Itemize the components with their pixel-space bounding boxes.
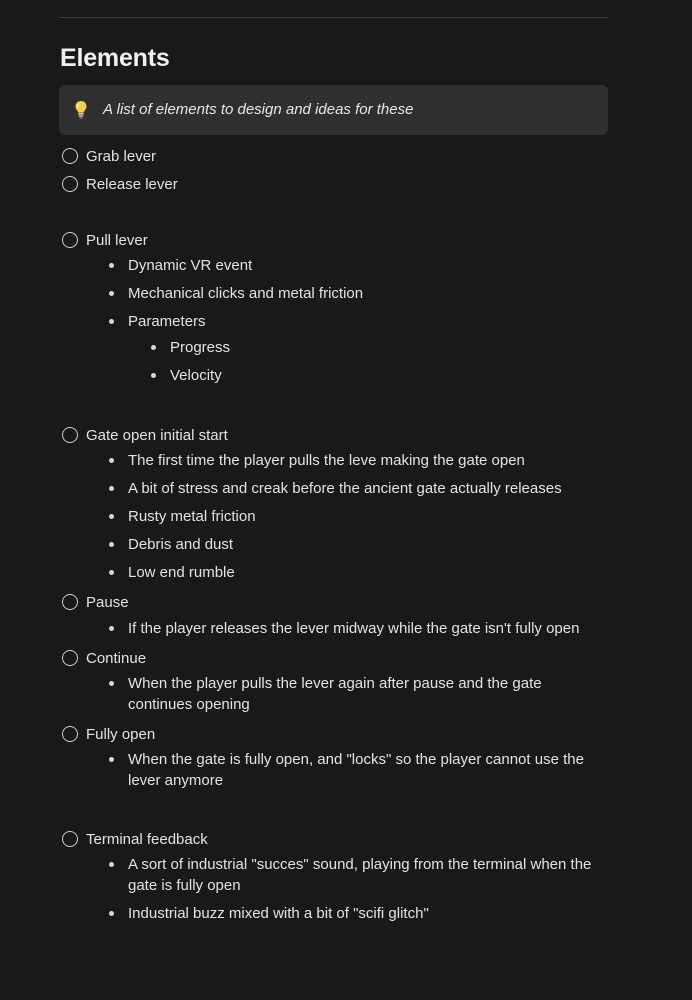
bullet-text: A sort of industrial "succes" sound, playing from the terminal when the gate is fully open	[128, 856, 592, 894]
bullet-dot	[109, 319, 114, 324]
todo-label: Release lever	[86, 176, 178, 193]
bullet-item	[109, 562, 608, 583]
todo-item	[62, 725, 602, 744]
bullet-item	[109, 478, 608, 499]
bullet-item	[109, 618, 608, 639]
sub-bullet-item	[151, 365, 591, 386]
bullet-text: Progress	[170, 339, 231, 356]
page-title: Elements	[60, 44, 170, 72]
bullet-item	[109, 506, 608, 527]
bullet-text: When the player pulls the lever again after pause and the gate continues opening	[128, 675, 542, 713]
bullet-dot	[109, 911, 114, 916]
bullet-dot	[109, 263, 114, 268]
todo-checkbox[interactable]	[62, 594, 78, 610]
callout-text: A list of elements to design and ideas for these	[103, 101, 414, 118]
top-divider	[59, 17, 608, 18]
bullet-item	[109, 283, 608, 304]
todo-item	[62, 231, 602, 250]
todo-checkbox[interactable]	[62, 427, 78, 443]
bullet-dot	[109, 291, 114, 296]
bullet-text: Dynamic VR event	[128, 257, 253, 274]
todo-label: Pause	[86, 594, 129, 611]
todo-checkbox[interactable]	[62, 232, 78, 248]
bullet-text: A bit of stress and creak before the ancient gate actually releases	[128, 480, 562, 497]
todo-item	[62, 175, 602, 194]
bullet-text: Mechanical clicks and metal friction	[128, 285, 364, 302]
bullet-text: Low end rumble	[128, 564, 235, 581]
bullet-item	[109, 673, 608, 715]
todo-label: Continue	[86, 650, 147, 667]
bullet-dot	[109, 570, 114, 575]
bullet-dot	[151, 373, 156, 378]
bullet-dot	[109, 862, 114, 867]
bullet-item	[109, 854, 608, 896]
bullet-item	[109, 903, 608, 924]
bullet-text: Velocity	[170, 367, 222, 384]
bullet-item	[109, 534, 608, 555]
sub-bullet-item	[151, 337, 591, 358]
bullet-dot	[109, 681, 114, 686]
todo-checkbox[interactable]	[62, 831, 78, 847]
todo-label: Fully open	[86, 726, 156, 743]
bullet-item	[109, 255, 608, 276]
bullet-dot	[109, 542, 114, 547]
bullet-text: The first time the player pulls the leve making the gate open	[128, 452, 525, 469]
bullet-text: When the gate is fully open, and "locks" so the player cannot use the lever anymore	[128, 751, 584, 789]
lightbulb-icon	[74, 100, 88, 120]
bullet-dot	[109, 626, 114, 631]
todo-item	[62, 593, 602, 612]
bullet-dot	[109, 757, 114, 762]
bullet-text: Industrial buzz mixed with a bit of "scifi glitch"	[128, 905, 429, 922]
bullet-text: If the player releases the lever midway while the gate isn't fully open	[128, 620, 580, 637]
todo-label: Gate open initial start	[86, 427, 228, 444]
bullet-text: Debris and dust	[128, 536, 234, 553]
bullet-item	[109, 450, 608, 471]
todo-item	[62, 830, 602, 849]
todo-item	[62, 426, 602, 445]
todo-label: Terminal feedback	[86, 831, 208, 848]
bullet-dot	[109, 458, 114, 463]
todo-checkbox[interactable]	[62, 650, 78, 666]
todo-checkbox[interactable]	[62, 148, 78, 164]
bullet-dot	[109, 514, 114, 519]
todo-checkbox[interactable]	[62, 176, 78, 192]
todo-item	[62, 649, 602, 668]
bullet-item	[109, 311, 608, 332]
bullet-dot	[109, 486, 114, 491]
todo-item	[62, 147, 602, 166]
bullet-text: Rusty metal friction	[128, 508, 256, 525]
todo-label: Grab lever	[86, 148, 157, 165]
bullet-dot	[151, 345, 156, 350]
bullet-text: Parameters	[128, 313, 206, 330]
bullet-item	[109, 749, 608, 791]
todo-label: Pull lever	[86, 232, 148, 249]
todo-checkbox[interactable]	[62, 726, 78, 742]
callout	[59, 85, 608, 135]
